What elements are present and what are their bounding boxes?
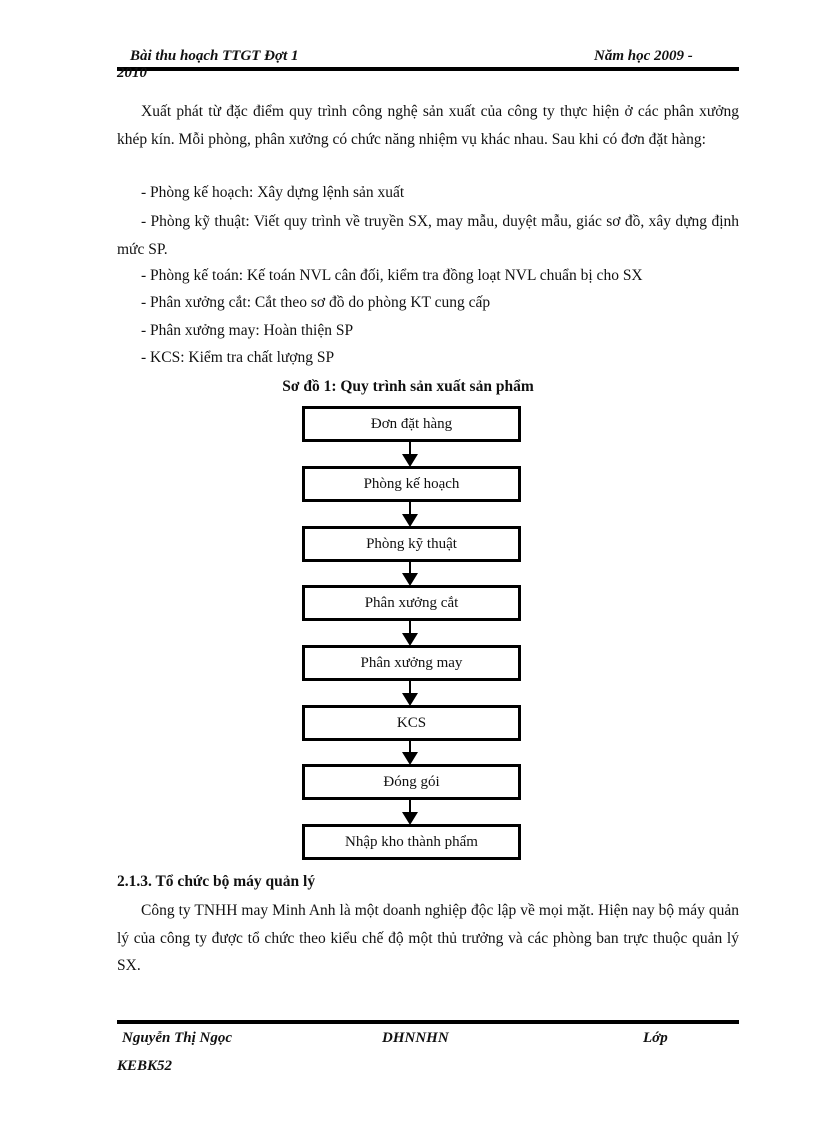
duty-planning: - Phòng kế hoạch: Xây dựng lệnh sản xuất	[141, 184, 405, 201]
flow-step-sewing: Phân xưởng may	[302, 645, 521, 681]
flow-step-packing: Đóng gói	[302, 764, 521, 800]
header-rule	[117, 67, 739, 71]
flow-step-technical: Phòng kỹ thuật	[302, 526, 521, 562]
footer-school: DHNNHN	[382, 1030, 449, 1046]
flow-step-cutting: Phân xưởng cắt	[302, 585, 521, 621]
duty-cutting: - Phân xưởng cắt: Cắt theo sơ đồ do phòng KT cung cấp	[141, 294, 491, 311]
diagram-title: Sơ đồ 1: Quy trình sản xuất sản phẩm	[282, 378, 534, 395]
duty-kcs: - KCS: Kiểm tra chất lượng SP	[141, 349, 335, 366]
duty-accounting: - Phòng kế toán: Kế toán NVL cân đối, kiểm tra đồng loạt NVL chuẩn bị cho SX	[141, 267, 643, 284]
flow-step-warehouse: Nhập kho thành phẩm	[302, 824, 521, 860]
flow-step-planning: Phòng kế hoạch	[302, 466, 521, 502]
footer-class-label: Lớp	[643, 1030, 668, 1046]
duty-sewing: - Phân xưởng may: Hoàn thiện SP	[141, 322, 354, 339]
intro-paragraph: Xuất phát từ đặc điểm quy trình công nghệ sản xuất của công ty thực hiện ở các phân xưởng khép kín. Mỗi phòng, phân xưởng có chức năng nhiệm vụ khác nhau. Sau khi có đơn đặt hàng:	[117, 103, 739, 148]
footer-class-code: KEBK52	[117, 1058, 173, 1074]
header-year-wrap: 2010	[117, 65, 147, 81]
duty-technical: - Phòng kỹ thuật: Viết quy trình về truyền SX, may mẫu, duyệt mẫu, giác sơ đồ, xây dựng định mức SP.	[117, 213, 739, 258]
section-heading: 2.1.3. Tổ chức bộ máy quản lý	[117, 873, 316, 890]
header-right: Năm học 2009 -	[594, 48, 693, 64]
flow-step-order: Đơn đặt hàng	[302, 406, 521, 442]
footer-author: Nguyễn Thị Ngọc	[122, 1030, 232, 1046]
header-left: Bài thu hoạch TTGT Đợt 1	[130, 48, 299, 64]
section-body: Công ty TNHH may Minh Anh là một doanh nghiệp độc lập về mọi mặt. Hiện nay bộ máy quản lý của công ty được tổ chức theo kiểu chế độ một thủ trưởng và các phòng ban trực thuộc quản lý SX.	[117, 902, 739, 974]
flow-step-kcs: KCS	[302, 705, 521, 741]
footer-rule	[117, 1020, 739, 1024]
